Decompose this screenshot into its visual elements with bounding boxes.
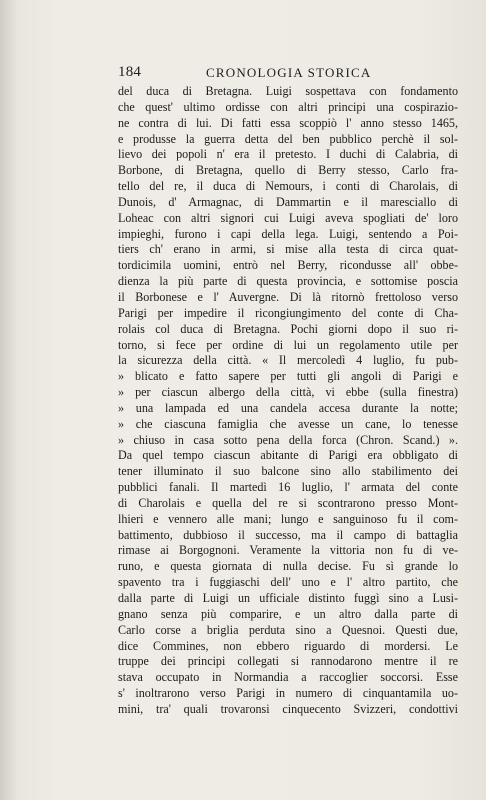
text-line: rimase ai Borgognoni. Veramente la vittoria non fu di ve- <box>118 543 458 558</box>
text-line: ne contra di lui. Di fatti essa scoppiò l' anno stesso 1465, <box>118 115 458 130</box>
text-line: di Charolais e quella del re si scontrarono presso Mont- <box>118 495 458 510</box>
text-line: che quest' ultimo ordisse con altri principi una cospirazio- <box>118 99 458 114</box>
text-line: mini, tra' quali trovaronsi cinquecento Svizzeri, condottivi <box>118 701 458 716</box>
text-line: tener illuminato il suo balcone sino allo stabilimento dei <box>118 464 458 479</box>
text-line: truppe dei principi collegati si rannodarono mentre il re <box>118 654 458 669</box>
text-line: battimento, dubbioso il successo, ma il campo di battaglia <box>118 527 458 542</box>
text-line: dienza la più parte di questa provincia, e sottomise poscia <box>118 274 458 289</box>
page-number: 184 <box>118 64 142 80</box>
text-line: gnano senza più comparire, e un altro dalla parte di <box>118 606 458 621</box>
text-line: pubblici fanali. Il martedì 16 luglio, l' armata del conte <box>118 480 458 495</box>
text-line: » chiuso in casa sotto pena della forca (Chron. Scand.) ». <box>118 432 458 447</box>
text-line: dice Commines, non ebbero riguardo di mordersi. Le <box>118 638 458 653</box>
text-line: tello del re, il duca di Nemours, i conti di Charolais, di <box>118 179 458 194</box>
text-line: Parigi per impedire il ricongiungimento del conte di Cha- <box>118 305 458 320</box>
page-header <box>118 64 454 82</box>
text-line: lievo dei popoli n' era il pretesto. I duchi di Calabria, di <box>118 147 458 162</box>
text-line: rolais col duca di Bretagna. Pochi giorni dopo il suo ri- <box>118 321 458 336</box>
text-line: la sicurezza della città. « Il mercoledì 4 luglio, fu pub- <box>118 353 458 368</box>
text-line: Loheac con altri signori cui Luigi aveva spogliati de' loro <box>118 210 458 225</box>
text-line: il Borbonese e l' Auvergne. Di là ritornò frettoloso verso <box>118 289 458 304</box>
text-line: dalla parte di Luigi un ufficiale distinto fuggì sino a Lusi- <box>118 591 458 605</box>
text-line: runo, e questa giornata di nulla decise. Fu sì grande lo <box>118 559 458 574</box>
text-line: impieghi, furono i capi della lega. Luigi, sentendo a Poi- <box>118 226 458 241</box>
text-line: tordicimila uomini, entrò nel Berry, ricondusse all' obbe- <box>118 258 458 273</box>
text-line: spavento tra i fuggiaschi dell' uno e l' altro partito, che <box>118 575 458 590</box>
text-line: Borbone, di Bretagna, quello di Berry stesso, Carlo fra- <box>118 163 458 178</box>
text-line: s' inoltrarono verso Parigi in numero di cinquantamila uo- <box>118 686 458 701</box>
text-line: tiers ch' erano in armi, si mise alla testa di circa quat- <box>118 242 458 257</box>
text-line: lhieri e vennero alle mani; lungo e sanguinoso fu il com- <box>118 511 458 526</box>
text-line: » una lampada ed una candela accesa durante la notte; <box>118 400 458 415</box>
text-line: Carlo corse a briglia perduta sino a Quesnoi. Questi due, <box>118 622 458 637</box>
text-line: del duca di Bretagna. Luigi sospettava con fondamento <box>118 84 458 98</box>
text-line: Dunois, d' Armagnac, di Dammartin e il maresciallo di <box>118 194 458 209</box>
text-line: » per ciascun albergo della città, vi ebbe (sulla finestra) <box>118 385 458 400</box>
body-text <box>118 84 458 718</box>
text-line: stava occupato in Normandia a raccoglier soccorsi. Esse <box>118 670 458 685</box>
text-line: e produsse la guerra detta del ben pubblico perchè il sol- <box>118 131 458 146</box>
text-line: » blicato e fatto sapere per tutti gli angoli di Parigi e <box>118 369 458 384</box>
text-line: » che ciascuna famiglia che avesse un cane, lo tenesse <box>118 416 458 431</box>
text-line: Da quel tempo ciascun abitante di Parigi era obbligato di <box>118 448 458 463</box>
running-title: CRONOLOGIA STORICA <box>206 65 372 80</box>
text-line: torno, si fece per ordine di lui un regolamento utile per <box>118 337 458 352</box>
